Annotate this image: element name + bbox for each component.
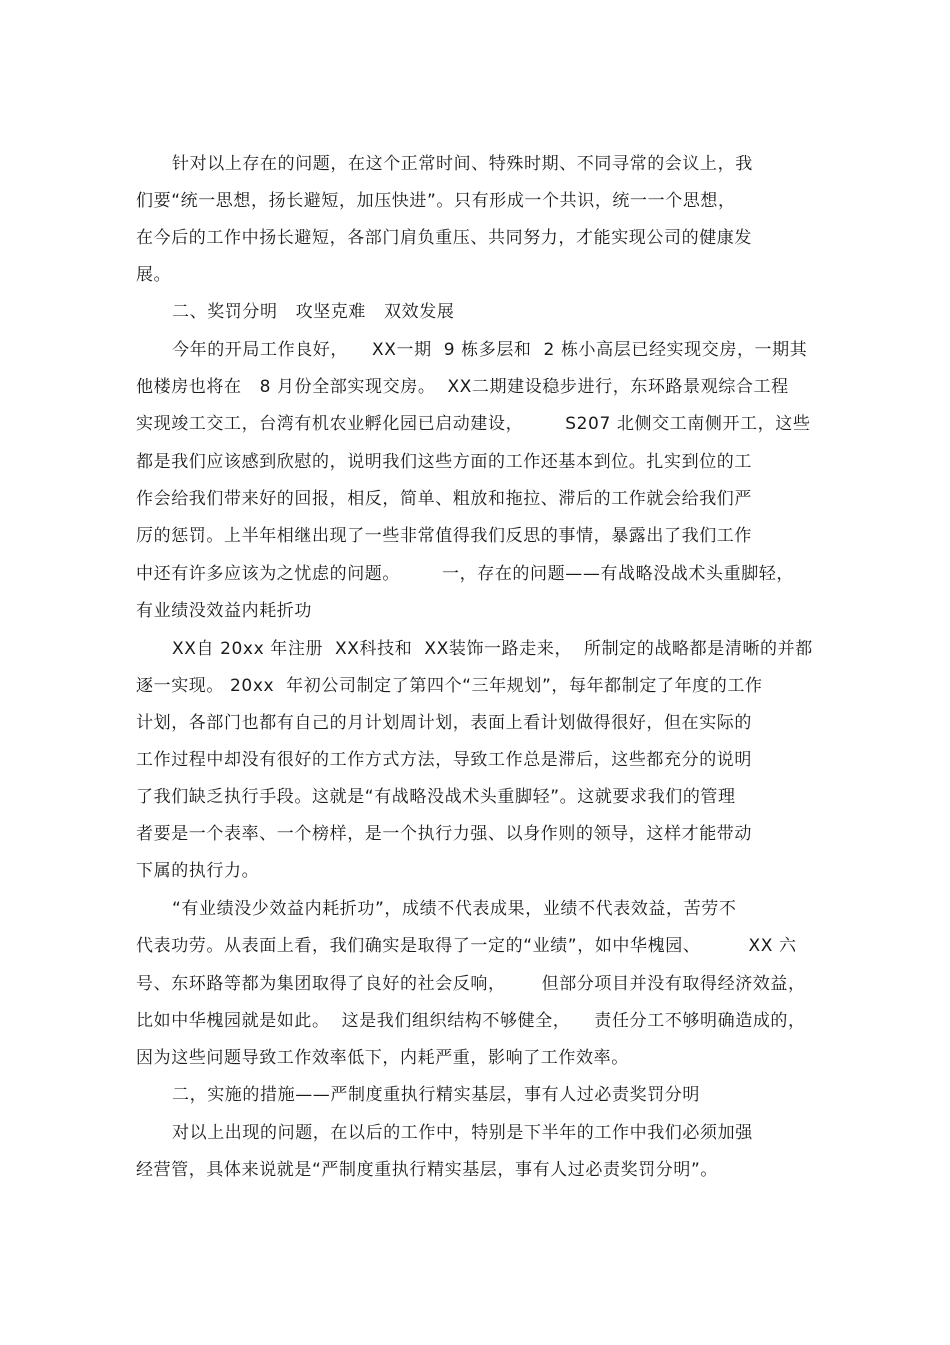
text-line: 展。 [136,265,172,285]
text-line: 比如中华槐园就是如此。 这是我们组织结构不够健全， 责任分工不够明确造成的， [136,1011,806,1031]
text-line: 们要“统一思想，扬长避短，加压快进”。只有形成一个共识，统一一个思想， [136,191,736,211]
text-line: 在今后的工作中扬长避短，各部门肩负重压、共同努力，才能实现公司的健康发 [136,228,752,248]
text-line: “有业绩没少效益内耗折功”，成绩不代表成果，业绩不代表效益，苦劳不 [172,899,737,919]
text-line: 今年的开局工作良好， XX一期 9 栋多层和 2 栋小高层已经实现交房，一期其 [172,340,808,360]
text-line: 号、东环路等都为集团取得了良好的社会反响， 但部分项目并没有取得经济效益， [136,974,806,994]
text-line: 了我们缺乏执行手段。这就是“有战略没战术头重脚轻”。这就要求我们的管理 [136,787,736,807]
text-line: 逐一实现。 20xx 年初公司制定了第四个“三年规划”，每年都制定了年度的工作 [136,676,763,696]
text-line: 都是我们应该感到欣慰的，说明我们这些方面的工作还基本到位。扎实到位的工 [136,452,752,472]
text-line: 实现竣工交工，台湾有机农业孵化园已启动建设， S207 北侧交工南侧开工，这些 [136,414,811,434]
section-heading: 二，实施的措施——严制度重执行精实基层，事有人过必责奖罚分明 [172,1085,700,1105]
text-line: 厉的惩罚。上半年相继出现了一些非常值得我们反思的事情，暴露出了我们工作 [136,526,752,546]
section-heading: 二、奖罚分明 攻坚克难 双效发展 [172,302,455,322]
text-line: 代表功劳。从表面上看，我们确实是取得了一定的“业绩”，如中华槐园、 XX 六 [136,936,797,956]
text-line: 中还有许多应该为之忧虑的问题。 一，存在的问题——有战略没战术头重脚轻， [136,564,795,584]
text-line: 者要是一个表率、一个榜样，是一个执行力强、以身作则的领导，这样才能带动 [136,824,752,844]
text-line: 他楼房也将在 8 月份全部实现交房。 XX二期建设稳步进行，东环路景观综合工程 [136,377,789,397]
text-line: 经营管，具体来说就是“严制度重执行精实基层，事有人过必责奖罚分明”。 [136,1160,719,1180]
text-line: 针对以上存在的问题，在这个正常时间、特殊时期、不同寻常的会议上，我 [172,154,753,174]
text-line: XX自 20xx 年注册 XX科技和 XX装饰一路走来， 所制定的战略都是清晰的并都 [172,639,813,659]
text-line: 因为这些问题导致工作效率低下，内耗严重，影响了工作效率。 [136,1048,629,1068]
text-line: 对以上出现的问题，在以后的工作中，特别是下半年的工作中我们必须加强 [172,1123,753,1143]
text-line: 有业绩没效益内耗折功 [136,601,312,621]
text-line: 计划，各部门也都有自己的月计划周计划，表面上看计划做得很好，但在实际的 [136,713,752,733]
text-line: 工作过程中却没有很好的工作方式方法，导致工作总是滞后，这些都充分的说明 [136,750,752,770]
text-line: 下属的执行力。 [136,861,260,881]
text-line: 作会给我们带来好的回报，相反，简单、粗放和拖拉、滞后的工作就会给我们严 [136,489,752,509]
